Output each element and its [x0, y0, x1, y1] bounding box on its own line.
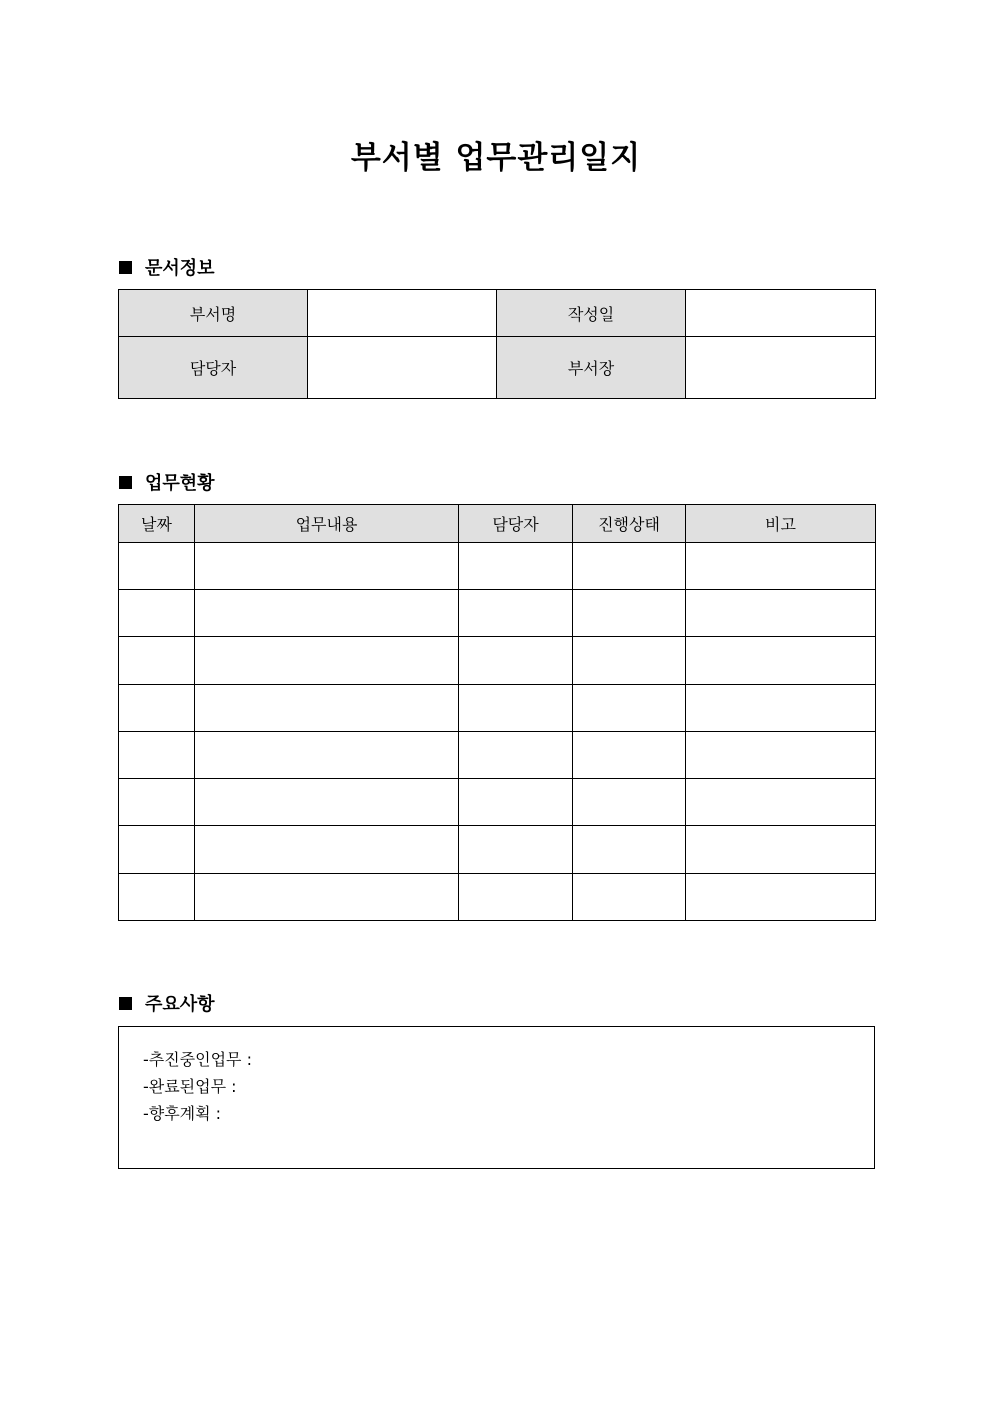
date-cell[interactable]: [119, 732, 195, 779]
remarks-cell[interactable]: [686, 543, 876, 590]
column-header-content: 업무내용: [195, 505, 459, 543]
date-cell[interactable]: [119, 826, 195, 874]
section-heading-work-status: [119, 469, 215, 495]
content-cell[interactable]: [195, 874, 459, 921]
remarks-cell[interactable]: [686, 826, 876, 874]
progress-cell[interactable]: [573, 637, 686, 685]
manager-cell[interactable]: [459, 637, 573, 685]
remarks-cell[interactable]: [686, 874, 876, 921]
section-heading-label: 업무현황: [145, 473, 215, 494]
completed-line: -완료된업무 :: [143, 1077, 237, 1096]
content-cell[interactable]: [195, 637, 459, 685]
date-cell[interactable]: [119, 779, 195, 826]
progress-cell[interactable]: [573, 543, 686, 590]
manager-cell[interactable]: [459, 779, 573, 826]
in-progress-line: -추진중인업무 :: [143, 1050, 252, 1069]
progress-cell[interactable]: [573, 685, 686, 732]
date-cell[interactable]: [119, 543, 195, 590]
table-row: [119, 779, 876, 826]
content-cell[interactable]: [195, 826, 459, 874]
square-bullet-icon: [119, 997, 132, 1010]
date-cell[interactable]: [119, 590, 195, 637]
doc-info-row: [119, 290, 876, 337]
square-bullet-icon: [119, 476, 132, 489]
column-header-date: 날짜: [119, 505, 195, 543]
content-cell[interactable]: [195, 779, 459, 826]
column-header-progress: 진행상태: [573, 505, 686, 543]
table-row: [119, 685, 876, 732]
manager-field[interactable]: [308, 337, 497, 399]
table-row: [119, 590, 876, 637]
column-header-remarks: 비고: [686, 505, 876, 543]
remarks-cell[interactable]: [686, 732, 876, 779]
remarks-cell[interactable]: [686, 590, 876, 637]
progress-cell[interactable]: [573, 732, 686, 779]
manager-cell[interactable]: [459, 590, 573, 637]
date-cell[interactable]: [119, 874, 195, 921]
progress-cell[interactable]: [573, 590, 686, 637]
doc-info-table: [118, 289, 876, 399]
dept-name-field[interactable]: [308, 290, 497, 337]
section-heading-label: 주요사항: [145, 994, 215, 1015]
progress-cell[interactable]: [573, 779, 686, 826]
manager-cell[interactable]: [459, 874, 573, 921]
created-date-label: 작성일: [497, 290, 686, 337]
manager-label: 담당자: [119, 337, 308, 399]
table-row: [119, 732, 876, 779]
manager-cell[interactable]: [459, 543, 573, 590]
content-cell[interactable]: [195, 590, 459, 637]
remarks-cell[interactable]: [686, 779, 876, 826]
section-heading-doc-info: [119, 254, 215, 280]
column-header-manager: 담당자: [459, 505, 573, 543]
created-date-field[interactable]: [686, 290, 876, 337]
dept-head-label: 부서장: [497, 337, 686, 399]
remarks-cell[interactable]: [686, 637, 876, 685]
key-items-box[interactable]: [118, 1026, 875, 1169]
key-items-list: [143, 1046, 252, 1127]
page-title: 부서별 업무관리일지: [350, 140, 642, 176]
table-row: [119, 874, 876, 921]
content-cell[interactable]: [195, 685, 459, 732]
table-row: [119, 543, 876, 590]
remarks-cell[interactable]: [686, 685, 876, 732]
square-bullet-icon: [119, 261, 132, 274]
section-heading-key-items: [119, 990, 215, 1016]
table-header-row: [119, 505, 876, 543]
work-status-table: [118, 504, 876, 921]
dept-head-field[interactable]: [686, 337, 876, 399]
date-cell[interactable]: [119, 685, 195, 732]
section-heading-label: 문서정보: [145, 258, 215, 279]
progress-cell[interactable]: [573, 874, 686, 921]
table-row: [119, 826, 876, 874]
manager-cell[interactable]: [459, 732, 573, 779]
content-cell[interactable]: [195, 543, 459, 590]
doc-info-row: [119, 337, 876, 399]
table-row: [119, 637, 876, 685]
content-cell[interactable]: [195, 732, 459, 779]
dept-name-label: 부서명: [119, 290, 308, 337]
manager-cell[interactable]: [459, 685, 573, 732]
progress-cell[interactable]: [573, 826, 686, 874]
future-plan-line: -향후계획 :: [143, 1104, 222, 1123]
manager-cell[interactable]: [459, 826, 573, 874]
date-cell[interactable]: [119, 637, 195, 685]
